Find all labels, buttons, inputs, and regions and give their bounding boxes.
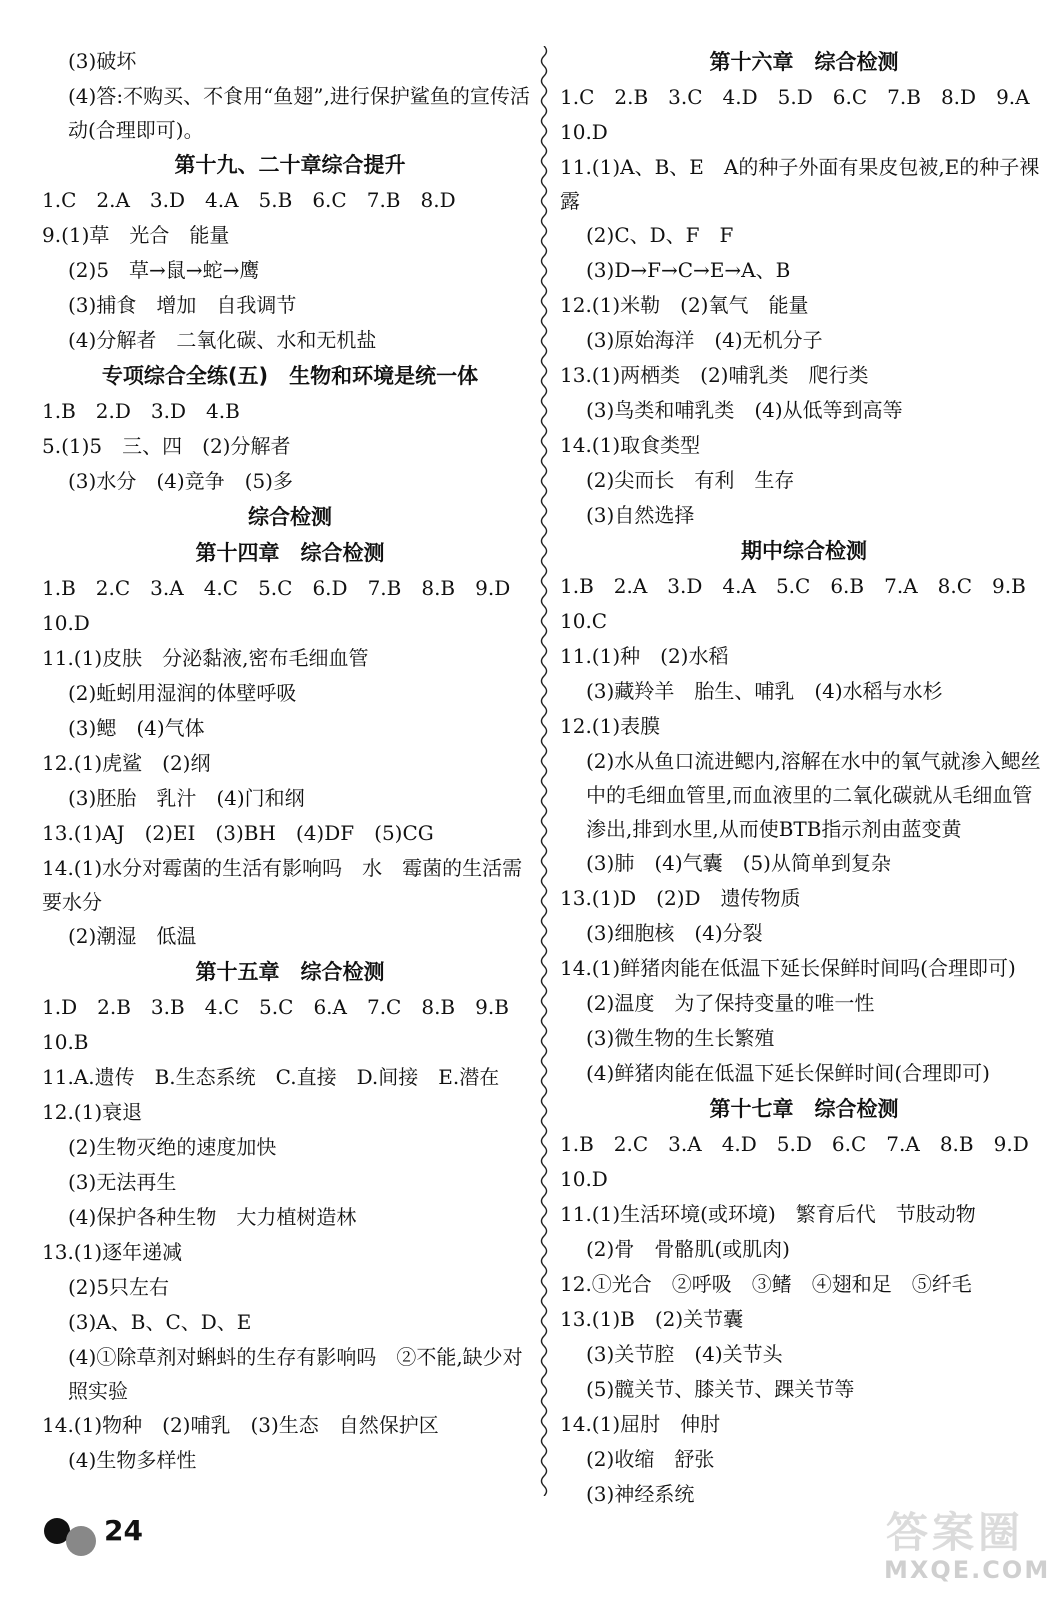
answer-line: 9.(1)草 光合 能量 <box>42 223 230 247</box>
answer-line: 12.(1)表膜 <box>560 714 661 738</box>
answer-line: 14.(1)水分对霉菌的生活有影响吗 水 霉菌的生活需要水分 <box>42 856 523 914</box>
answer-line: (3)关节腔 (4)关节头 <box>586 1342 783 1366</box>
answer-line: (4)答:不购买、不食用“鱼翅”,进行保护鲨鱼的宣传活动(合理即可)。 <box>68 84 530 142</box>
answer-line: 14.(1)取食类型 <box>560 433 701 457</box>
answer-line: (4)保护各种生物 大力植树造林 <box>68 1205 357 1229</box>
answer-line: 13.(1)逐年递减 <box>42 1240 183 1264</box>
answer-line: (3)原始海洋 (4)无机分子 <box>586 328 823 352</box>
answer-line: 10.C <box>560 609 608 633</box>
answer-line: 13.(1)AJ (2)EI (3)BH (4)DF (5)CG <box>42 821 434 845</box>
answer-line: (3)鸟类和哺乳类 (4)从低等到高等 <box>586 398 903 422</box>
answer-line: 1.B 2.D 3.D 4.B <box>42 399 240 423</box>
answer-line: (3)胚胎 乳汁 (4)门和纲 <box>68 786 305 810</box>
answer-line: (2)尖而长 有利 生存 <box>586 468 795 492</box>
answer-line: 1.C 2.B 3.C 4.D 5.D 6.C 7.B 8.D 9.A <box>560 85 1030 109</box>
answer-line: (2)收缩 舒张 <box>586 1447 715 1471</box>
page-number: 24 <box>104 1514 143 1547</box>
answer-line: (3)无法再生 <box>68 1170 177 1194</box>
wavy-column-divider <box>538 46 550 1496</box>
answer-line: 1.D 2.B 3.B 4.C 5.C 6.A 7.C 8.B 9.B <box>42 995 509 1019</box>
answer-line: 12.①光合 ②呼吸 ③鳍 ④翅和足 ⑤纤毛 <box>560 1272 972 1296</box>
answer-line: (2)C、D、F F <box>586 223 734 247</box>
answer-line: (3)藏羚羊 胎生、哺乳 (4)水稻与水杉 <box>586 679 943 703</box>
answer-line: 10.B <box>42 1030 89 1054</box>
answer-line: (3)肺 (4)气囊 (5)从简单到复杂 <box>586 851 891 875</box>
answer-line: (2)5只左右 <box>68 1275 170 1299</box>
answer-line: (3)神经系统 <box>586 1482 695 1506</box>
answer-line: 1.B 2.A 3.D 4.A 5.C 6.B 7.A 8.C 9.B <box>560 574 1026 598</box>
section-heading: 期中综合检测 <box>741 539 867 563</box>
answer-line: (3)细胞核 (4)分裂 <box>586 921 763 945</box>
watermark-site-text: MXQE.COM <box>884 1556 1051 1584</box>
left-column <box>42 44 538 1478</box>
answer-line: (4)生物多样性 <box>68 1448 197 1472</box>
answer-line: (3)D→F→C→E→A、B <box>586 258 791 282</box>
answer-line: 11.(1)生活环境(或环境) 繁育后代 节肢动物 <box>560 1202 976 1226</box>
answer-line: (3)破坏 <box>68 49 137 73</box>
answer-line: (4)鲜猪肉能在低温下延长保鲜时间(合理即可) <box>586 1061 990 1085</box>
answer-line: 10.D <box>560 1167 608 1191</box>
answer-line: 14.(1)屈肘 伸肘 <box>560 1412 721 1436</box>
answer-line: (2)蚯蚓用湿润的体壁呼吸 <box>68 681 297 705</box>
answer-line: 14.(1)物种 (2)哺乳 (3)生态 自然保护区 <box>42 1413 439 1437</box>
section-heading: 第十五章 综合检测 <box>195 960 385 984</box>
answer-line: 12.(1)米勒 (2)氧气 能量 <box>560 293 809 317</box>
answer-line: (5)髋关节、膝关节、踝关节等 <box>586 1377 855 1401</box>
answer-line: 5.(1)5 三、四 (2)分解者 <box>42 434 291 458</box>
answer-line: (3)自然选择 <box>586 503 695 527</box>
section-heading: 综合检测 <box>248 505 332 529</box>
answer-line: (3)捕食 增加 自我调节 <box>68 293 297 317</box>
answer-line: 12.(1)衰退 <box>42 1100 143 1124</box>
answer-line: (2)5 草→鼠→蛇→鹰 <box>68 258 260 282</box>
right-column <box>560 44 1048 1512</box>
answer-line: (3)微生物的生长繁殖 <box>586 1026 775 1050</box>
answer-line: 1.B 2.C 3.A 4.D 5.D 6.C 7.A 8.B 9.D <box>560 1132 1029 1156</box>
answer-line: (4)分解者 二氧化碳、水和无机盐 <box>68 328 377 352</box>
watermark <box>870 1500 1050 1596</box>
answer-line: (2)温度 为了保持变量的唯一性 <box>586 991 875 1015</box>
answer-line: 10.D <box>560 120 608 144</box>
answer-line: (3)鳃 (4)气体 <box>68 716 205 740</box>
section-heading: 第十四章 综合检测 <box>195 541 385 565</box>
answer-line: (4)①除草剂对蝌蚪的生存有影响吗 ②不能,缺少对照实验 <box>68 1345 523 1403</box>
answer-line: 11.A.遗传 B.生态系统 C.直接 D.间接 E.潜在 <box>42 1065 500 1089</box>
answer-line: 1.C 2.A 3.D 4.A 5.B 6.C 7.B 8.D <box>42 188 456 212</box>
gray-dot-icon <box>66 1526 96 1556</box>
section-heading: 第十七章 综合检测 <box>709 1097 899 1121</box>
section-heading: 专项综合全练(五) 生物和环境是统一体 <box>101 364 479 388</box>
answer-line: 11.(1)种 (2)水稻 <box>560 644 729 668</box>
answer-line: (2)潮湿 低温 <box>68 924 197 948</box>
answer-line: 11.(1)皮肤 分泌黏液,密布毛细血管 <box>42 646 369 670</box>
answer-line: (3)水分 (4)竞争 (5)多 <box>68 469 293 493</box>
answer-line: 13.(1)D (2)D 遗传物质 <box>560 886 801 910</box>
section-heading: 第十六章 综合检测 <box>709 50 899 74</box>
answer-line: 11.(1)A、B、E A的种子外面有果皮包被,E的种子裸露 <box>560 155 1040 213</box>
answer-line: (2)骨 骨骼肌(或肌肉) <box>586 1237 790 1261</box>
answer-line: 1.B 2.C 3.A 4.C 5.C 6.D 7.B 8.B 9.D <box>42 576 511 600</box>
section-heading: 第十九、二十章综合提升 <box>174 153 406 177</box>
answer-line: (2)水从鱼口流进鳃内,溶解在水中的氧气就渗入鳃丝中的毛细血管里,而血液里的二氧化碳就从毛细血管渗出,排到水里,从而使BTB指示剂由蓝变黄 <box>586 749 1041 841</box>
answer-line: 10.D <box>42 611 90 635</box>
watermark-logo: 答案圈 <box>886 1508 1025 1557</box>
answer-line: 13.(1)两栖类 (2)哺乳类 爬行类 <box>560 363 869 387</box>
answer-line: 12.(1)虎鲨 (2)纲 <box>42 751 211 775</box>
answer-line: 13.(1)B (2)关节囊 <box>560 1307 744 1331</box>
answer-line: (3)A、B、C、D、E <box>68 1310 252 1334</box>
answer-line: (2)生物灭绝的速度加快 <box>68 1135 277 1159</box>
answer-line: 14.(1)鲜猪肉能在低温下延长保鲜时间吗(合理即可) <box>560 956 1016 980</box>
